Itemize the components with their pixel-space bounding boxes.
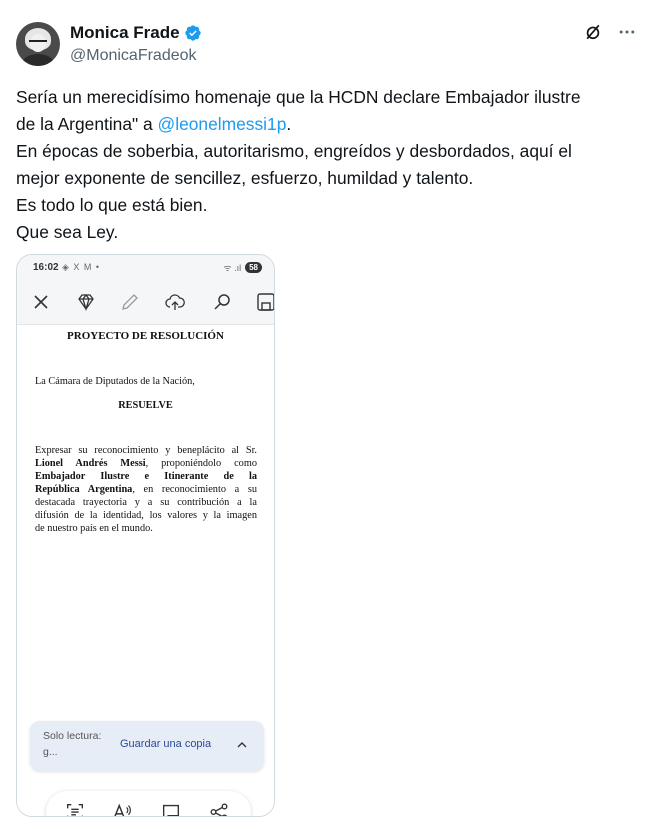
pdf-toolbar [17, 281, 274, 325]
document-resuelve: RESUELVE [118, 400, 173, 411]
tweet-line: mejor exponente de sencillez, esfuerzo, humildad y talento. [16, 168, 474, 188]
read-only-snackbar [30, 721, 264, 771]
battery-icon: 58 [245, 262, 262, 273]
pencil-icon[interactable] [118, 290, 142, 314]
document-line: difusión de la identidad, los valores y la imagen [35, 510, 257, 521]
status-time: 16:02 [33, 262, 59, 273]
text-scan-icon[interactable] [64, 801, 86, 817]
signal-icon: ᯤ .ıl [223, 263, 242, 273]
read-aloud-icon[interactable] [111, 801, 133, 817]
tweet-text-segment: de la Argentina" a [16, 114, 158, 134]
display-name[interactable]: Monica Frade [70, 23, 180, 42]
attached-image[interactable] [16, 254, 275, 817]
tweet-header [16, 18, 641, 68]
tweet-actions [583, 22, 637, 42]
comment-icon[interactable] [160, 801, 182, 817]
save-icon[interactable] [254, 290, 275, 314]
document-line: destacada trayectoria y a su contribución a la [35, 497, 257, 508]
tweet-line: Sería un merecidísimo homenaje que la HCDN declare Embajador ilustre [16, 87, 581, 107]
author-info [70, 22, 202, 67]
chevron-up-icon[interactable] [234, 737, 250, 753]
grok-icon[interactable] [583, 22, 603, 42]
status-notification-icons: ◈ X M • [62, 262, 101, 272]
search-icon[interactable] [210, 290, 234, 314]
document-text: , en reconocimiento a su [132, 484, 257, 495]
document-line: de nuestro país en el mundo. [35, 523, 153, 534]
avatar[interactable] [16, 22, 60, 66]
document-bold-text: República Argentina [35, 484, 133, 495]
document-chamber: La Cámara de Diputados de la Nación, [35, 376, 195, 387]
tweet-text-segment: . [286, 114, 292, 134]
tweet-text [16, 84, 641, 246]
pdf-document [17, 325, 274, 817]
document-line [35, 470, 257, 483]
mention-link[interactable]: @leonelmessi1p [157, 114, 287, 134]
more-options-icon[interactable] [617, 22, 637, 42]
document-bold-text: Lionel Andrés Messi [35, 458, 146, 469]
tweet-line [16, 111, 641, 138]
tweet-line: En épocas de soberbia, autoritarismo, engreídos y desbordados, aquí el [16, 141, 572, 161]
phone-status-bar [17, 255, 274, 281]
pdf-bottom-toolbar [46, 791, 251, 817]
document-line [35, 483, 257, 496]
document-line [35, 457, 257, 470]
close-icon[interactable] [29, 290, 53, 314]
read-only-status: Solo lectura: g... [43, 730, 102, 758]
tweet-line: Que sea Ley. [16, 222, 119, 242]
tweet-line: Es todo lo que está bien. [16, 195, 208, 215]
document-text: , proponiéndolo como [145, 458, 257, 469]
document-body [35, 444, 257, 535]
document-bold-text: Embajador Ilustre e Itinerante de la [35, 471, 257, 482]
document-line: Expresar su reconocimiento y beneplácito al Sr. [35, 445, 257, 456]
verified-badge-icon [184, 24, 202, 42]
author-handle[interactable]: @MonicaFradeok [70, 47, 197, 64]
cloud-upload-icon[interactable] [163, 290, 187, 314]
document-title: PROYECTO DE RESOLUCIÓN [67, 330, 224, 342]
save-copy-button[interactable]: Guardar una copia [120, 738, 212, 750]
display-name-row[interactable] [70, 22, 202, 44]
share-icon[interactable] [208, 801, 230, 817]
diamond-icon[interactable] [74, 290, 98, 314]
status-right [223, 261, 262, 274]
